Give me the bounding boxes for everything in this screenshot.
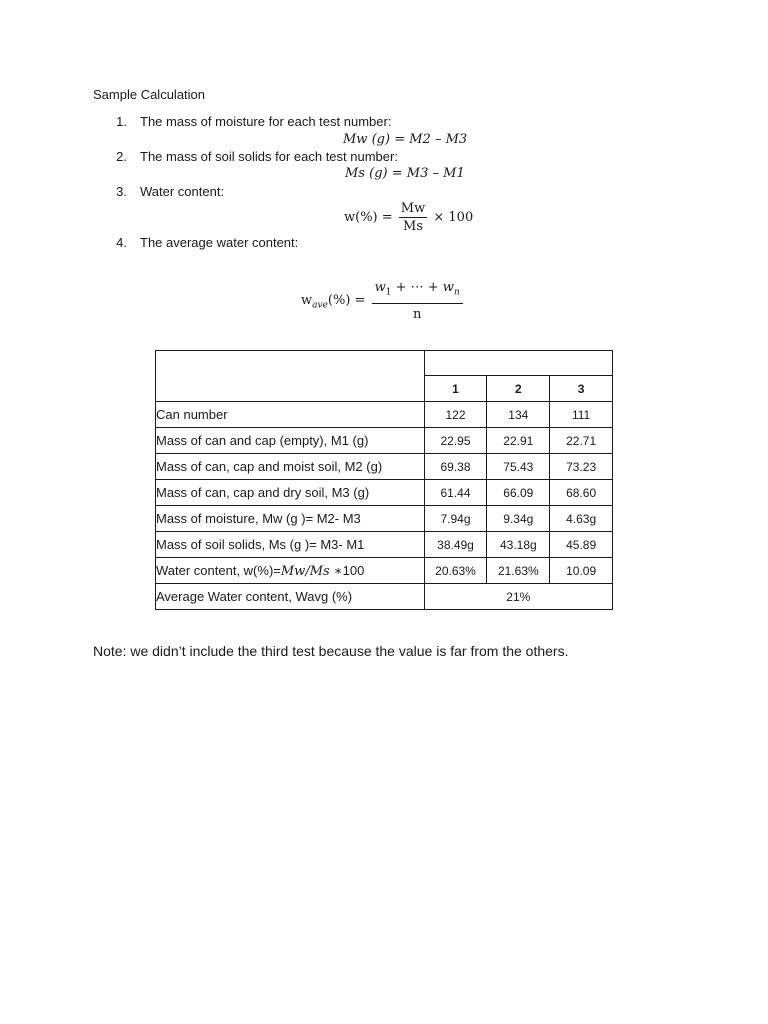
table-row	[156, 480, 613, 506]
table-cell: 134	[487, 402, 550, 428]
step-number: 1.	[116, 114, 127, 129]
term-subscript: 1	[385, 287, 392, 298]
formula-unit: (g)	[369, 166, 388, 181]
table-cell: 22.95	[424, 428, 487, 454]
fraction-denominator: Ms	[403, 219, 424, 234]
row-label	[156, 558, 425, 584]
table-cell: 61.44	[424, 480, 487, 506]
table-row	[156, 558, 613, 584]
row-label-multiplier: 100	[342, 562, 365, 578]
table-row	[156, 532, 613, 558]
step-text: The mass of soil solids for each test number:	[140, 149, 398, 164]
table-cell: 75.43	[487, 454, 550, 480]
step-number: 3.	[116, 184, 127, 199]
table-row	[156, 402, 613, 428]
formula-water-content	[344, 201, 473, 234]
step-4	[0, 235, 768, 253]
note-text: Note: we didn’t include the third test because the value is far from the others.	[93, 643, 569, 659]
fraction-numerator	[372, 280, 463, 304]
table-cell: 43.18g	[487, 532, 550, 558]
header-span-cell	[424, 351, 612, 376]
table-cell: 10.09	[550, 558, 613, 584]
formula-eq: =	[391, 166, 403, 181]
formula-rhs: M2 – M3	[409, 132, 468, 147]
formula-moisture-mass	[343, 132, 467, 147]
table-cell: 111	[550, 402, 613, 428]
row-label: Mass of can, cap and moist soil, M2 (g)	[156, 454, 425, 480]
term-subscript: n	[453, 287, 460, 298]
step-number: 2.	[116, 149, 127, 164]
step-text: Water content:	[140, 184, 225, 199]
table-row-average	[156, 584, 613, 610]
table-cell: 22.91	[487, 428, 550, 454]
table-cell: 122	[424, 402, 487, 428]
table-row	[156, 506, 613, 532]
formula-lhs	[301, 293, 366, 311]
step-number: 4.	[116, 235, 127, 250]
table-cell: 20.63%	[424, 558, 487, 584]
table-cell: 4.63g	[550, 506, 613, 532]
table-row	[156, 454, 613, 480]
formula-var: Ms	[345, 166, 365, 181]
row-label-formula: Mw/Ms ∗	[280, 563, 343, 579]
table-row	[156, 428, 613, 454]
table-cell: 7.94g	[424, 506, 487, 532]
step-3	[0, 184, 768, 202]
column-header: 3	[550, 376, 613, 402]
table-cell: 73.23	[550, 454, 613, 480]
table-cell: 68.60	[550, 480, 613, 506]
average-value-cell: 21%	[424, 584, 612, 610]
formula-var: w	[301, 293, 313, 309]
fraction-numerator: Mw	[400, 201, 426, 216]
row-label: Average Water content, Wavg (%)	[156, 584, 425, 610]
page-heading: Sample Calculation	[93, 87, 206, 102]
table-cell: 21.63%	[487, 558, 550, 584]
fraction-denominator: n	[412, 306, 422, 322]
step-text: The average water content:	[140, 235, 299, 250]
table-header-row-blank	[156, 351, 613, 376]
row-label: Mass of soil solids, Ms (g )= M3- M1	[156, 532, 425, 558]
formula-var: Mw	[343, 132, 368, 147]
formula-rhs: M3 – M1	[406, 166, 465, 181]
row-label: Mass of moisture, Mw (g )= M2- M3	[156, 506, 425, 532]
formula-subscript: ave	[312, 300, 328, 311]
row-label-text: Water content, w(%)=	[156, 562, 281, 578]
row-label: Mass of can, cap and dry soil, M3 (g)	[156, 480, 425, 506]
ellipsis-sum: + ⋯ +	[391, 280, 443, 295]
term: w	[374, 280, 386, 295]
formula-tail: × 100	[433, 210, 474, 225]
formula-lhs: w(%) =	[344, 210, 393, 225]
table-cell: 45.89	[550, 532, 613, 558]
step-2	[0, 149, 768, 167]
table-cell: 66.09	[487, 480, 550, 506]
row-label: Mass of can and cap (empty), M1 (g)	[156, 428, 425, 454]
table-cell: 38.49g	[424, 532, 487, 558]
column-header: 2	[487, 376, 550, 402]
header-corner-cell	[156, 351, 425, 402]
column-header: 1	[424, 376, 487, 402]
table-cell: 22.71	[550, 428, 613, 454]
formula-eq: (%) =	[327, 293, 366, 309]
water-content-table	[155, 350, 613, 610]
fraction	[372, 280, 463, 322]
step-1	[0, 114, 768, 132]
table-cell: 9.34g	[487, 506, 550, 532]
formula-unit: (g)	[371, 132, 391, 147]
term: w	[442, 280, 454, 295]
formula-average-water-content	[301, 280, 465, 322]
table-cell: 69.38	[424, 454, 487, 480]
formula-eq: =	[394, 132, 406, 147]
row-label: Can number	[156, 402, 425, 428]
fraction	[399, 201, 427, 234]
formula-solids-mass	[345, 166, 465, 181]
step-text: The mass of moisture for each test number:	[140, 114, 392, 129]
